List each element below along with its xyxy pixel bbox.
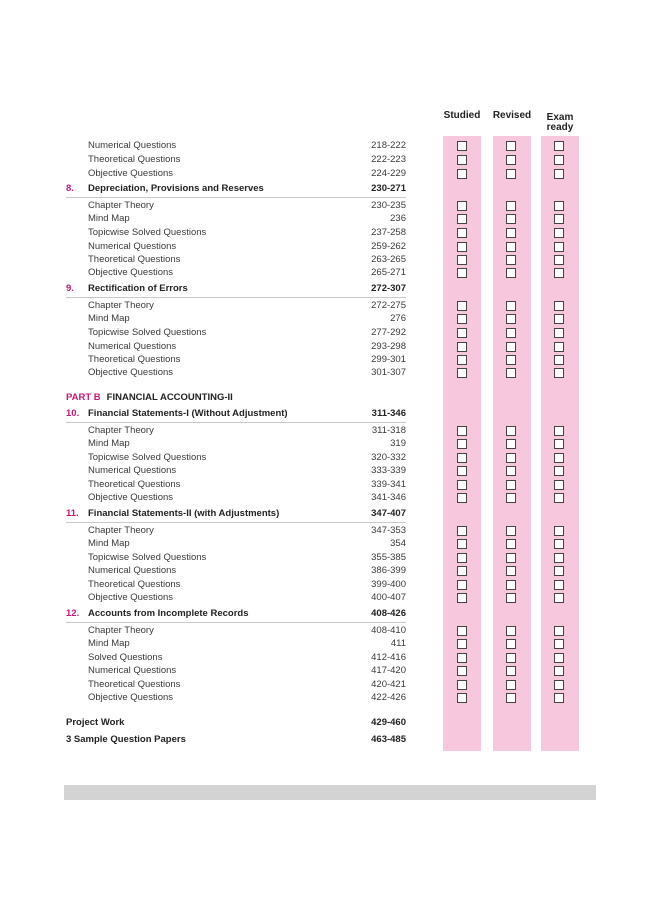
toc-row: [66, 464, 406, 478]
studied-checkbox[interactable]: [457, 328, 467, 338]
studied-checkbox[interactable]: [457, 553, 467, 563]
revised-checkbox[interactable]: [506, 493, 516, 503]
studied-column-header: Studied: [443, 110, 481, 121]
chapter-row: [66, 507, 406, 523]
entry-title: Theoretical Questions: [88, 154, 181, 165]
exam-ready-checkbox[interactable]: [554, 314, 564, 324]
entry-title: Objective Questions: [88, 492, 174, 503]
revised-checkbox[interactable]: [506, 155, 516, 165]
studied-checkbox[interactable]: [457, 593, 467, 603]
studied-checkbox[interactable]: [457, 666, 467, 676]
exam-ready-checkbox[interactable]: [554, 639, 564, 649]
toc-row: [66, 551, 406, 565]
revised-checkbox[interactable]: [506, 480, 516, 490]
entry-title: Chapter Theory: [88, 300, 154, 311]
page-range: 263-265: [371, 254, 406, 265]
exam-ready-checkbox[interactable]: [554, 328, 564, 338]
chapter-row: [66, 282, 406, 298]
entry-title: Mind Map: [88, 638, 130, 649]
entry-title: Theoretical Questions: [88, 354, 181, 365]
section-row: [66, 716, 406, 730]
chapter-number: 8.: [66, 183, 74, 194]
exam-ready-checkbox[interactable]: [554, 480, 564, 490]
page-range: 417-420: [371, 665, 406, 676]
toc-row: [66, 326, 406, 340]
revised-checkbox[interactable]: [506, 228, 516, 238]
revised-checkbox[interactable]: [506, 214, 516, 224]
studied-checkbox[interactable]: [457, 493, 467, 503]
toc-row: [66, 691, 406, 705]
exam-ready-checkbox[interactable]: [554, 355, 564, 365]
page-range: 420-421: [371, 679, 406, 690]
revised-checkbox[interactable]: [506, 553, 516, 563]
studied-checkbox[interactable]: [457, 426, 467, 436]
revised-checkbox[interactable]: [506, 426, 516, 436]
studied-checkbox[interactable]: [457, 342, 467, 352]
exam-ready-line2: ready: [546, 122, 574, 133]
page-range: 237-258: [371, 227, 406, 238]
toc-row: [66, 312, 406, 326]
toc-row: [66, 167, 406, 181]
page-range: 347-353: [371, 525, 406, 536]
page-range: 412-416: [371, 652, 406, 663]
exam-ready-checkbox[interactable]: [554, 268, 564, 278]
toc-row: [66, 637, 406, 651]
entry-title: Theoretical Questions: [88, 579, 181, 590]
page-range: 311-346: [371, 408, 406, 419]
entry-title: Mind Map: [88, 438, 130, 449]
studied-checkbox[interactable]: [457, 141, 467, 151]
revised-checkbox[interactable]: [506, 169, 516, 179]
page-range: 400-407: [371, 592, 406, 603]
chapter-row: [66, 407, 406, 423]
exam-ready-checkbox[interactable]: [554, 526, 564, 536]
entry-title: Chapter Theory: [88, 525, 154, 536]
exam-ready-checkbox[interactable]: [554, 426, 564, 436]
revised-checkbox[interactable]: [506, 653, 516, 663]
studied-checkbox[interactable]: [457, 169, 467, 179]
entry-title: Theoretical Questions: [88, 679, 181, 690]
section-row: [66, 733, 406, 747]
toc-row: [66, 240, 406, 254]
page-range: 293-298: [371, 341, 406, 352]
page-range: 272-307: [371, 283, 406, 294]
exam-ready-checkbox[interactable]: [554, 439, 564, 449]
entry-title: 3 Sample Question Papers: [66, 734, 186, 745]
exam-ready-checkbox[interactable]: [554, 201, 564, 211]
toc-row: [66, 524, 406, 538]
exam-ready-checkbox[interactable]: [554, 228, 564, 238]
studied-checkbox[interactable]: [457, 439, 467, 449]
chapter-row: [66, 607, 406, 623]
revised-checkbox[interactable]: [506, 693, 516, 703]
entry-title: Project Work: [66, 717, 125, 728]
studied-checkbox[interactable]: [457, 301, 467, 311]
exam-ready-checkbox[interactable]: [554, 680, 564, 690]
page-range: 299-301: [371, 354, 406, 365]
revised-checkbox[interactable]: [506, 268, 516, 278]
entry-title: Solved Questions: [88, 652, 163, 663]
toc-row: [66, 366, 406, 380]
exam-ready-checkbox[interactable]: [554, 255, 564, 265]
toc-row: [66, 537, 406, 551]
revised-checkbox[interactable]: [506, 566, 516, 576]
entry-title: Objective Questions: [88, 592, 174, 603]
studied-checkbox[interactable]: [457, 539, 467, 549]
studied-checkbox[interactable]: [457, 626, 467, 636]
exam-ready-checkbox[interactable]: [554, 653, 564, 663]
revised-checkbox[interactable]: [506, 301, 516, 311]
entry-title: Mind Map: [88, 538, 130, 549]
exam-ready-checkbox[interactable]: [554, 214, 564, 224]
studied-checkbox[interactable]: [457, 453, 467, 463]
revised-checkbox[interactable]: [506, 639, 516, 649]
entry-title: Accounts from Incomplete Records: [88, 608, 249, 619]
page-range: 311-318: [371, 425, 406, 436]
toc-row: [66, 340, 406, 354]
exam-ready-checkbox[interactable]: [554, 626, 564, 636]
entry-title: Objective Questions: [88, 267, 174, 278]
chapter-number: 12.: [66, 608, 80, 619]
entry-title: Numerical Questions: [88, 665, 177, 676]
exam-ready-column-header: [540, 113, 580, 133]
exam-ready-checkbox[interactable]: [554, 301, 564, 311]
entry-title: Numerical Questions: [88, 465, 177, 476]
toc-row: [66, 451, 406, 465]
entry-title: Numerical Questions: [88, 140, 177, 151]
entry-title: Numerical Questions: [88, 241, 177, 252]
toc-row: [66, 212, 406, 226]
entry-title: Chapter Theory: [88, 425, 154, 436]
studied-checkbox[interactable]: [457, 466, 467, 476]
exam-ready-checkbox[interactable]: [554, 466, 564, 476]
entry-title: Topicwise Solved Questions: [88, 452, 207, 463]
revised-checkbox[interactable]: [506, 466, 516, 476]
toc-row: [66, 624, 406, 638]
entry-title: Topicwise Solved Questions: [88, 327, 207, 338]
exam-ready-checkbox[interactable]: [554, 141, 564, 151]
toc-row: [66, 299, 406, 313]
studied-checkbox[interactable]: [457, 693, 467, 703]
chapter-row: [66, 182, 406, 198]
toc-row: [66, 564, 406, 578]
page-range: 386-399: [371, 565, 406, 576]
page-range: 333-339: [371, 465, 406, 476]
toc-row: [66, 437, 406, 451]
exam-ready-checkbox[interactable]: [554, 580, 564, 590]
page-range: 463-485: [371, 734, 406, 745]
studied-checkbox[interactable]: [457, 368, 467, 378]
exam-ready-checkbox[interactable]: [554, 566, 564, 576]
entry-title: Topicwise Solved Questions: [88, 227, 207, 238]
page-range: 354: [390, 538, 406, 549]
studied-checkbox[interactable]: [457, 566, 467, 576]
entry-title: Theoretical Questions: [88, 254, 181, 265]
exam-ready-checkbox[interactable]: [554, 666, 564, 676]
part-title: FINANCIAL ACCOUNTING-II: [106, 392, 233, 403]
exam-ready-line1: Exam: [546, 112, 574, 123]
toc-row: [66, 353, 406, 367]
toc-row: [66, 664, 406, 678]
toc-row: [66, 153, 406, 167]
page-range: 222-223: [371, 154, 406, 165]
toc-row: [66, 651, 406, 665]
chapter-number: 10.: [66, 408, 80, 419]
revised-checkbox[interactable]: [506, 526, 516, 536]
chapter-number: 9.: [66, 283, 74, 294]
entry-title: Financial Statements-II (with Adjustments): [88, 508, 280, 519]
toc-row: [66, 199, 406, 213]
exam-ready-checkbox[interactable]: [554, 368, 564, 378]
revised-checkbox[interactable]: [506, 539, 516, 549]
entry-title: Depreciation, Provisions and Reserves: [88, 183, 264, 194]
revised-checkbox[interactable]: [506, 314, 516, 324]
entry-title: Mind Map: [88, 313, 130, 324]
revised-checkbox[interactable]: [506, 666, 516, 676]
exam-ready-checkbox[interactable]: [554, 169, 564, 179]
page-range: 408-426: [371, 608, 406, 619]
studied-checkbox[interactable]: [457, 214, 467, 224]
entry-title: Objective Questions: [88, 168, 174, 179]
studied-checkbox[interactable]: [457, 242, 467, 252]
page-range: 301-307: [371, 367, 406, 378]
page-range: 429-460: [371, 717, 406, 728]
toc-row: [66, 478, 406, 492]
revised-checkbox[interactable]: [506, 328, 516, 338]
toc-row: [66, 678, 406, 692]
studied-checkbox[interactable]: [457, 580, 467, 590]
part-tag: PART B: [66, 392, 101, 403]
page-range: 265-271: [371, 267, 406, 278]
page-range: 272-275: [371, 300, 406, 311]
revised-checkbox[interactable]: [506, 580, 516, 590]
exam-ready-checkbox[interactable]: [554, 453, 564, 463]
entry-title: Objective Questions: [88, 367, 174, 378]
revised-checkbox[interactable]: [506, 439, 516, 449]
chapter-number: 11.: [66, 508, 79, 519]
page-range: 408-410: [371, 625, 406, 636]
part-heading: [66, 391, 406, 405]
revised-checkbox[interactable]: [506, 593, 516, 603]
exam-ready-checkbox[interactable]: [554, 155, 564, 165]
studied-checkbox[interactable]: [457, 201, 467, 211]
page-range: 339-341: [371, 479, 406, 490]
entry-title: Chapter Theory: [88, 625, 154, 636]
entry-title: Numerical Questions: [88, 565, 177, 576]
page-range: 320-332: [371, 452, 406, 463]
revised-checkbox[interactable]: [506, 342, 516, 352]
studied-checkbox[interactable]: [457, 228, 467, 238]
studied-checkbox[interactable]: [457, 155, 467, 165]
revised-checkbox[interactable]: [506, 368, 516, 378]
exam-ready-checkbox[interactable]: [554, 693, 564, 703]
page-range: 276: [390, 313, 406, 324]
page-range: 355-385: [371, 552, 406, 563]
page-range: 230-235: [371, 200, 406, 211]
exam-ready-checkbox[interactable]: [554, 553, 564, 563]
studied-checkbox[interactable]: [457, 653, 467, 663]
studied-checkbox[interactable]: [457, 355, 467, 365]
page-range: 341-346: [371, 492, 406, 503]
entry-title: Mind Map: [88, 213, 130, 224]
exam-ready-checkbox[interactable]: [554, 593, 564, 603]
revised-checkbox[interactable]: [506, 355, 516, 365]
revised-checkbox[interactable]: [506, 201, 516, 211]
exam-ready-checkbox[interactable]: [554, 242, 564, 252]
studied-checkbox[interactable]: [457, 680, 467, 690]
page-range: 319: [390, 438, 406, 449]
entry-title: Objective Questions: [88, 692, 174, 703]
page-range: 224-229: [371, 168, 406, 179]
toc-row: [66, 266, 406, 280]
entry-title: Rectification of Errors: [88, 283, 188, 294]
studied-checkbox[interactable]: [457, 255, 467, 265]
studied-checkbox[interactable]: [457, 526, 467, 536]
page-range: 347-407: [371, 508, 406, 519]
entry-title: Financial Statements-I (Without Adjustment): [88, 408, 288, 419]
toc-row: [66, 578, 406, 592]
page-range: 399-400: [371, 579, 406, 590]
exam-ready-checkbox[interactable]: [554, 539, 564, 549]
footer-bar: [64, 785, 596, 800]
entry-title: Chapter Theory: [88, 200, 154, 211]
revised-checkbox[interactable]: [506, 453, 516, 463]
studied-checkbox[interactable]: [457, 639, 467, 649]
page-range: 259-262: [371, 241, 406, 252]
page-range: 411: [390, 638, 406, 649]
revised-checkbox[interactable]: [506, 242, 516, 252]
entry-title: Topicwise Solved Questions: [88, 552, 207, 563]
page-range: 230-271: [371, 183, 406, 194]
page-range: 218-222: [371, 140, 406, 151]
toc-row: [66, 253, 406, 267]
revised-checkbox[interactable]: [506, 626, 516, 636]
toc-row: [66, 591, 406, 605]
studied-checkbox[interactable]: [457, 268, 467, 278]
entry-title: Numerical Questions: [88, 341, 177, 352]
studied-checkbox[interactable]: [457, 314, 467, 324]
exam-ready-checkbox[interactable]: [554, 342, 564, 352]
revised-checkbox[interactable]: [506, 141, 516, 151]
revised-column-header: Revised: [492, 110, 532, 121]
part-heading-text: [66, 391, 233, 405]
page-range: 277-292: [371, 327, 406, 338]
revised-checkbox[interactable]: [506, 255, 516, 265]
exam-ready-checkbox[interactable]: [554, 493, 564, 503]
revised-checkbox[interactable]: [506, 680, 516, 690]
toc-row: [66, 424, 406, 438]
entry-title: Theoretical Questions: [88, 479, 181, 490]
toc-row: [66, 139, 406, 153]
page-range: 422-426: [371, 692, 406, 703]
page-range: 236: [390, 213, 406, 224]
toc-row: [66, 491, 406, 505]
studied-checkbox[interactable]: [457, 480, 467, 490]
toc-row: [66, 226, 406, 240]
